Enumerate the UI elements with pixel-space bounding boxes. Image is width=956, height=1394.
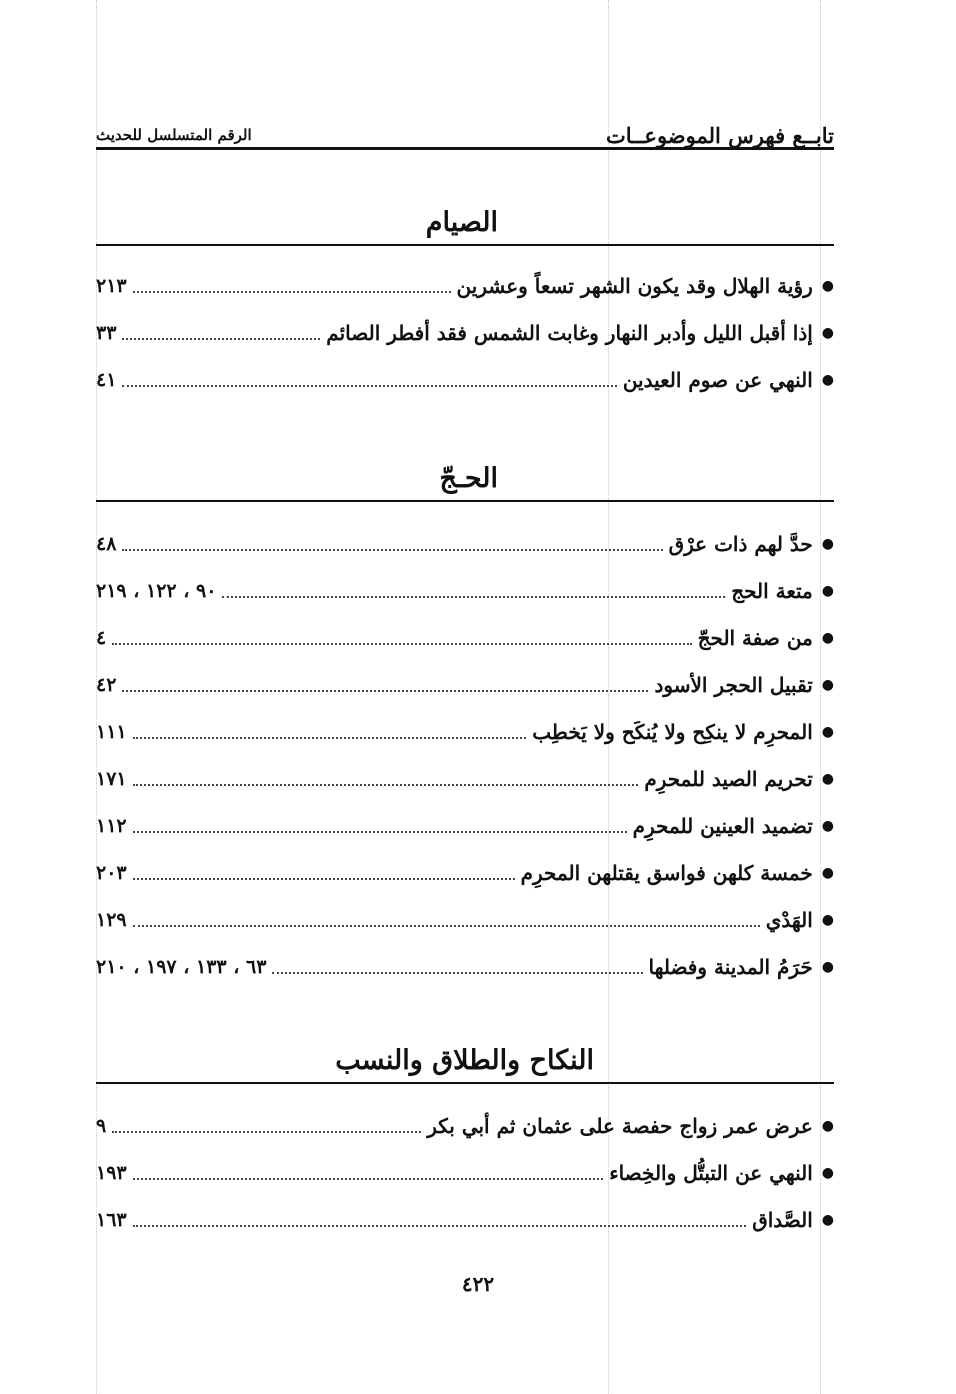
entry-title: حَرَمُ المدينة وفضلها xyxy=(648,954,813,979)
entry-refs: ١١١ xyxy=(96,720,127,743)
page-number: ٤٢٢ xyxy=(461,1272,495,1296)
bullet-icon: ● xyxy=(821,676,834,693)
entry-title: متعة الحج xyxy=(731,578,813,603)
list-item xyxy=(96,262,834,309)
bullet-icon: ● xyxy=(821,723,834,740)
bullet-icon: ● xyxy=(821,864,834,881)
entry-refs: ٤ xyxy=(96,626,107,649)
dot-leader xyxy=(112,1131,421,1133)
list-item xyxy=(96,943,834,990)
dot-leader xyxy=(133,878,515,880)
list-item xyxy=(96,1149,834,1196)
entry-title: تضميد العينين للمحرِم xyxy=(632,813,813,838)
section-heading-text: الحـجّ xyxy=(439,463,498,494)
entry-title: تقبيل الحجر الأسود xyxy=(654,672,813,697)
entry-refs: ٣٣ xyxy=(96,321,117,344)
section-heading-text: النكاح والطلاق والنسب xyxy=(335,1045,594,1076)
entry-title: تحريم الصيد للمحرِم xyxy=(644,766,813,791)
section-hajj xyxy=(96,452,834,990)
entry-title: من صفة الحجّ xyxy=(697,625,813,650)
running-header xyxy=(96,108,834,148)
list-item xyxy=(96,309,834,356)
dot-leader xyxy=(122,385,616,387)
dot-leader xyxy=(112,643,691,645)
entry-title: خمسة كلهن فواسق يقتلهن المحرِم xyxy=(520,860,813,885)
bullet-icon: ● xyxy=(821,629,834,646)
entry-refs: ١٩٣ xyxy=(96,1161,127,1184)
header-note: الرقم المتسلسل للحديث xyxy=(96,126,252,144)
dot-leader xyxy=(133,291,451,293)
entry-list xyxy=(96,520,834,990)
header-title: تابــع فهرس الموضوعــات xyxy=(605,123,834,148)
bullet-icon: ● xyxy=(821,535,834,552)
section-heading xyxy=(96,196,834,246)
list-item xyxy=(96,520,834,567)
bullet-icon: ● xyxy=(821,582,834,599)
bullet-icon: ● xyxy=(821,958,834,975)
entry-title: المحرِم لا ينكِح ولا يُنكَح ولا يَخطِب xyxy=(532,719,813,744)
dot-leader xyxy=(122,549,662,551)
entry-title: الهَدْي xyxy=(765,907,813,932)
bullet-icon: ● xyxy=(821,1117,834,1134)
entry-list xyxy=(96,1102,834,1243)
dot-leader xyxy=(133,1178,604,1180)
entry-refs: ٤١ xyxy=(96,368,117,391)
entry-refs: ١١٢ xyxy=(96,814,127,837)
list-item xyxy=(96,755,834,802)
entry-title: النهي عن صوم العيدين xyxy=(622,367,813,392)
section-fasting xyxy=(96,196,834,403)
list-item xyxy=(96,614,834,661)
section-heading xyxy=(96,452,834,502)
entry-refs: ١٧١ xyxy=(96,767,127,790)
list-item xyxy=(96,356,834,403)
entry-title: الصَّداق xyxy=(752,1207,813,1232)
bullet-icon: ● xyxy=(821,1164,834,1181)
list-item xyxy=(96,1196,834,1243)
header-rule xyxy=(96,147,834,150)
dot-leader xyxy=(133,737,527,739)
dot-leader xyxy=(272,972,642,974)
entry-title: النهي عن التبتُّل والخِصاء xyxy=(609,1160,813,1185)
dot-leader xyxy=(133,925,760,927)
entry-refs: ٤٨ xyxy=(96,532,117,555)
entry-refs: ١٦٣ xyxy=(96,1208,127,1231)
entry-refs: ٩٠ ، ١٢٢ ، ٢١٩ xyxy=(96,579,217,602)
dot-leader xyxy=(133,1225,747,1227)
list-item xyxy=(96,708,834,755)
dot-leader xyxy=(133,784,639,786)
bullet-icon: ● xyxy=(821,911,834,928)
dot-leader xyxy=(222,596,725,598)
bullet-icon: ● xyxy=(821,1211,834,1228)
dot-leader xyxy=(133,831,627,833)
entry-title: حدَّ لهم ذات عرْق xyxy=(668,531,813,556)
entry-title: عرض عمر زواج حفصة على عثمان ثم أبي بكر xyxy=(427,1113,813,1138)
dot-leader xyxy=(122,338,320,340)
bullet-icon: ● xyxy=(821,371,834,388)
list-item xyxy=(96,567,834,614)
entry-refs: ٤٢ xyxy=(96,673,117,696)
entry-refs: ٢٠٣ xyxy=(96,861,127,884)
entry-refs: ٦٣ ، ١٣٣ ، ١٩٧ ، ٢١٠ xyxy=(96,955,267,978)
entry-list xyxy=(96,262,834,403)
dot-leader xyxy=(122,690,648,692)
list-item xyxy=(96,1102,834,1149)
entry-title: رؤية الهلال وقد يكون الشهر تسعاً وعشرين xyxy=(456,273,813,298)
section-heading-text: الصيام xyxy=(425,207,498,238)
list-item xyxy=(96,849,834,896)
entry-refs: ٢١٣ xyxy=(96,274,127,297)
list-item xyxy=(96,802,834,849)
bullet-icon: ● xyxy=(821,277,834,294)
entry-refs: ٩ xyxy=(96,1114,107,1137)
bullet-icon: ● xyxy=(821,817,834,834)
bullet-icon: ● xyxy=(821,770,834,787)
bullet-icon: ● xyxy=(821,324,834,341)
section-marriage xyxy=(96,1034,834,1243)
entry-refs: ١٢٩ xyxy=(96,908,127,931)
list-item xyxy=(96,896,834,943)
section-heading xyxy=(96,1034,834,1084)
entry-title: إذا أقبل الليل وأدبر النهار وغابت الشمس فقد أفطر الصائم xyxy=(326,320,813,345)
list-item xyxy=(96,661,834,708)
